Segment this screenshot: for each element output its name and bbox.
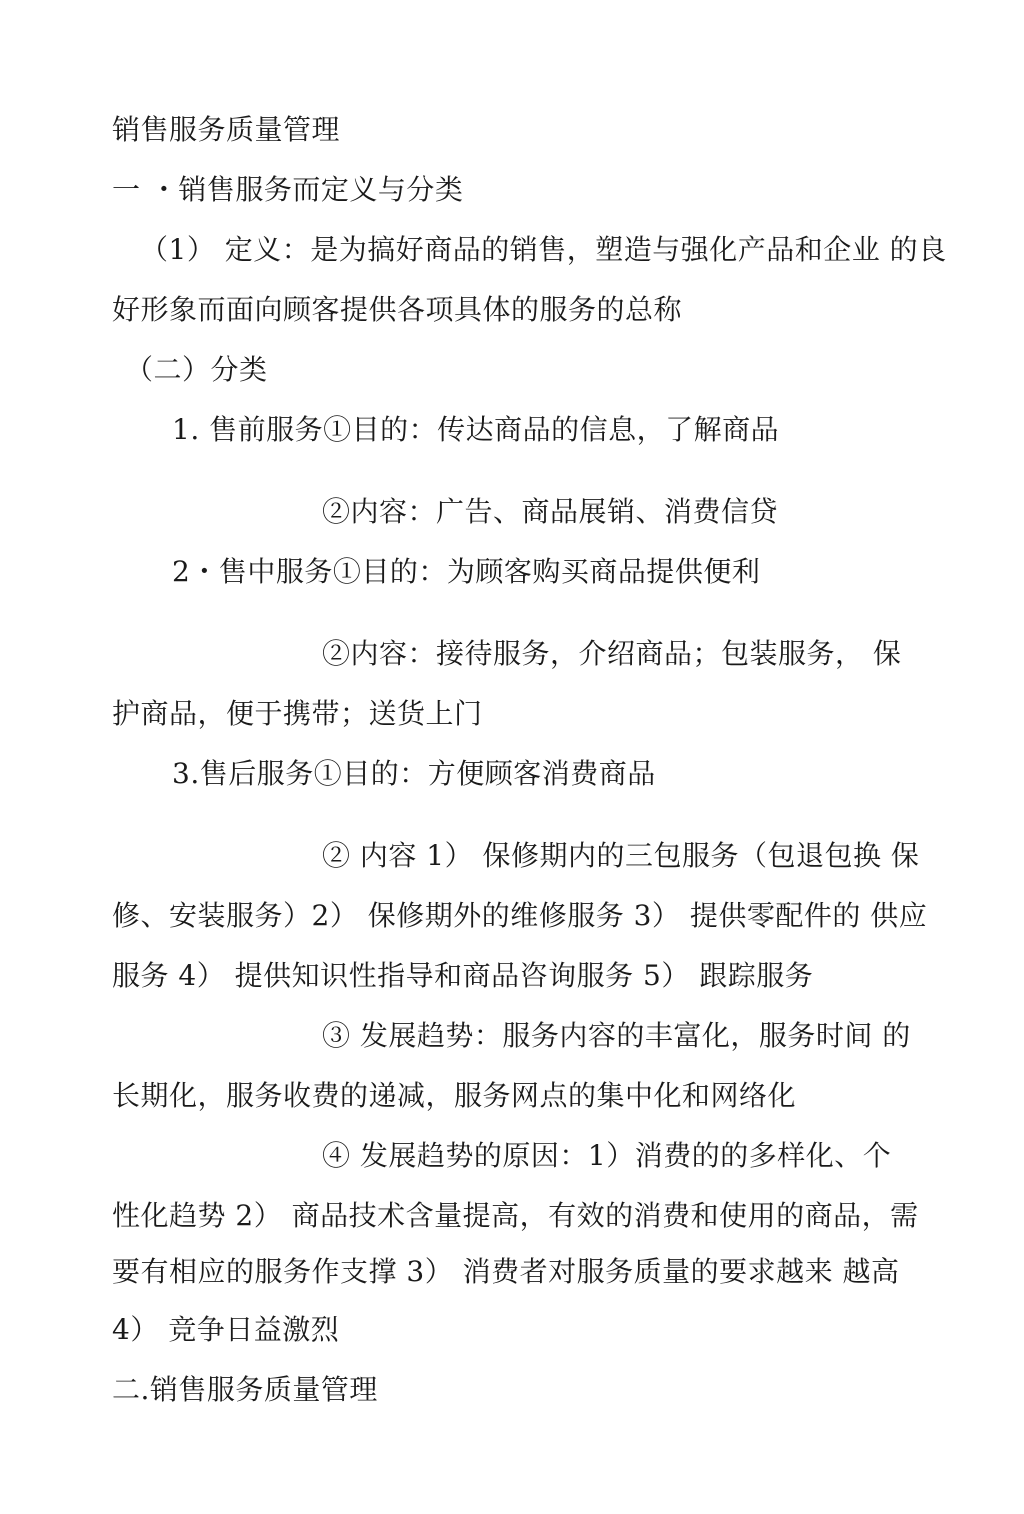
reason-line-3: 要有相应的服务作支撑 3） 消费者对服务质量的要求越来 越高 — [112, 1255, 900, 1288]
trend-line-1: ③ 发展趋势：服务内容的丰富化，服务时间 的 — [322, 1019, 911, 1052]
section-2-heading: 二.销售服务质量管理 — [112, 1373, 378, 1406]
after-sale-purpose: 3.售后服务①目的：方便顾客消费商品 — [172, 757, 656, 790]
section-1-heading: 一 ・销售服务而定义与分类 — [112, 173, 464, 206]
reason-line-2: 性化趋势 2） 商品技术含量提高，有效的消费和使用的商品，需 — [112, 1199, 919, 1232]
in-sale-content-line-1: ②内容：接待服务，介绍商品；包装服务， 保 — [322, 637, 902, 670]
definition-line-1: （1） 定义：是为搞好商品的销售，塑造与强化产品和企业 的良 — [140, 233, 947, 266]
definition-line-2: 好形象而面向顾客提供各项具体的服务的总称 — [112, 293, 683, 326]
after-sale-content-line-3: 服务 4） 提供知识性指导和商品咨询服务 5） 跟踪服务 — [112, 959, 814, 992]
reason-line-1: ④ 发展趋势的原因：1）消费的的多样化、个 — [322, 1139, 892, 1172]
trend-line-2: 长期化，服务收费的递减，服务网点的集中化和网络化 — [112, 1079, 797, 1112]
pre-sale-content: ②内容：广告、商品展销、消费信贷 — [322, 495, 779, 528]
in-sale-content-line-2: 护商品，便于携带；送货上门 — [112, 697, 483, 730]
reason-line-4: 4） 竞争日益激烈 — [112, 1313, 340, 1346]
classification-heading: （二）分类 — [125, 353, 268, 386]
after-sale-content-line-1: ② 内容 1） 保修期内的三包服务（包退包换 保 — [322, 839, 920, 872]
in-sale-purpose: 2・售中服务①目的：为顾客购买商品提供便利 — [172, 555, 761, 588]
document-title: 销售服务质量管理 — [112, 113, 341, 146]
pre-sale-purpose: 1. 售前服务①目的：传达商品的信息，了解商品 — [172, 413, 780, 446]
after-sale-content-line-2: 修、安装服务）2） 保修期外的维修服务 3） 提供零配件的 供应 — [112, 899, 928, 932]
